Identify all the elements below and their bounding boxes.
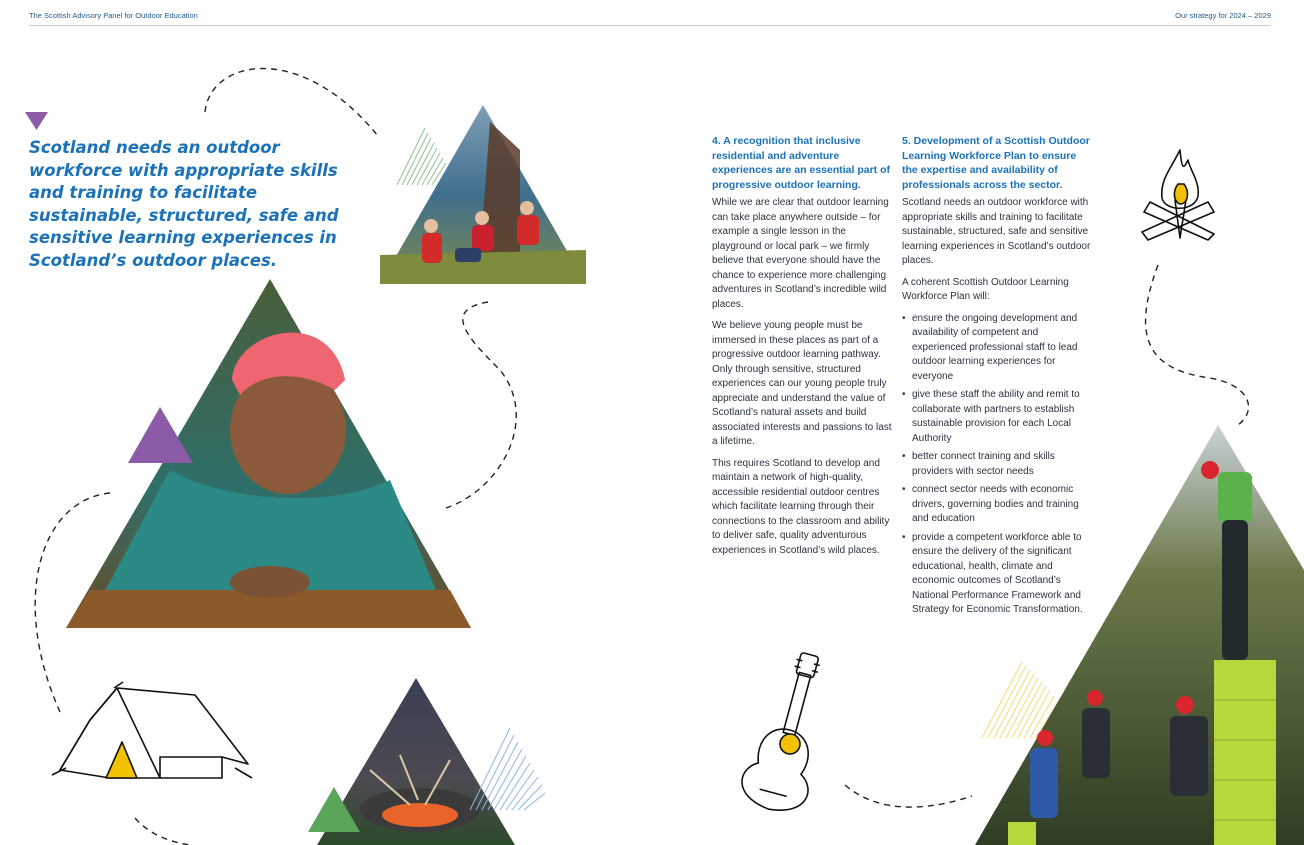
header-publisher: The Scottish Advisory Panel for Outdoor Education: [29, 11, 198, 20]
dashed-path-top: [205, 68, 378, 136]
section-5-paragraph: Scotland needs an outdoor workforce with appropriate skills and training to facilitate sustainable, structured, safe and sensitive learning experiences in Scotland’s outdoor places.: [902, 197, 1091, 266]
section-4-heading: 4. A recognition that inclusive residential and adventure experiences are an essential part of progressive outdoor learning.: [712, 135, 891, 191]
section-5-heading: 5. Development of a Scottish Outdoor Learning Workforce Plan to ensure the expertise and availability of professionals across the sector.: [902, 135, 1090, 191]
section-5-column: [902, 134, 1094, 622]
list-item: • give these staff the ability and remit to collaborate with partners to establish sustainable provision for each Local Authority: [912, 388, 1094, 446]
list-item: • better connect training and skills providers with sector needs: [912, 450, 1094, 479]
section-4-paragraph: While we are clear that outdoor learning can take place anywhere outside – for example a single lesson in the playground or local park – we firmly believe that everyone should have the chance to experience more challenging adventures in Scotland’s incredible wild places.: [712, 197, 889, 310]
campfire-icon: [1142, 150, 1214, 240]
dashed-path-right: [1146, 265, 1249, 425]
purple-marker-triangle: [25, 112, 48, 130]
tent-icon: [52, 682, 252, 778]
dashed-path-middle: [446, 302, 516, 508]
photo-coast-children: [380, 105, 586, 284]
workforce-plan-list: [902, 312, 1094, 618]
dashed-path-bottom-left: [135, 818, 190, 845]
section-4-paragraph: We believe young people must be immersed in these places as part of a progressive outdoor learning pathway. Only through sensitive, structured experiences can our young people truly appreciate and understand the value of Scotland’s natural assets and build associated interests and passions to last a lifetime.: [712, 320, 892, 447]
header-title: Our strategy for 2024 – 2029: [1175, 11, 1271, 20]
list-item: • ensure the ongoing development and availability of competent and experienced professional staff to lead outdoor learning experiences for everyone: [912, 312, 1094, 385]
photo-boy-helmet: [66, 279, 471, 628]
section-4-column: [712, 134, 892, 565]
section-5-paragraph: A coherent Scottish Outdoor Learning Workforce Plan will:: [902, 276, 1069, 302]
list-item: • provide a competent workforce able to ensure the delivery of the significant educational, health, climate and economic outcomes of Scotland’s National Performance Framework and Strategy for Economic Transformation.: [912, 531, 1094, 618]
list-item: • connect sector needs with economic drivers, governing bodies and training and education: [912, 483, 1094, 527]
section-4-paragraph: This requires Scotland to develop and maintain a network of high-quality, accessible residential outdoor centres which facilitate learning through their connections to the classroom and ability to deliver safe, quality adventurous experiences in Scotland’s wild places.: [712, 457, 890, 556]
guitar-icon: [736, 646, 842, 818]
pull-quote: Scotland needs an outdoor workforce with appropriate skills and training to facilitate sustainable, structured, safe and sensitive learning experiences in Scotland’s outdoor places.: [29, 138, 339, 270]
dashed-path-bottom-right: [845, 785, 972, 807]
